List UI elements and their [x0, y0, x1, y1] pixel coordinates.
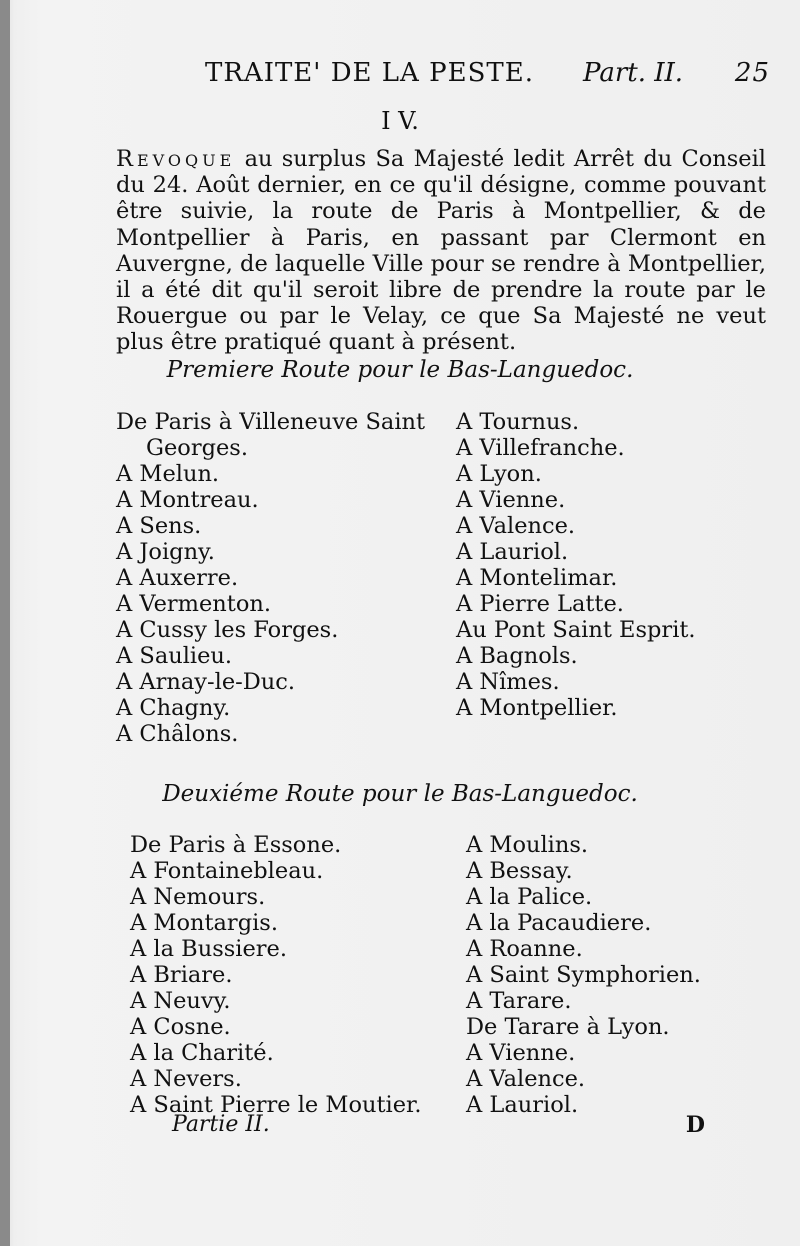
route1-right-column: [456, 409, 776, 721]
route2-right-column: [466, 832, 766, 1118]
route-stop: A Montpellier.: [456, 695, 618, 721]
route-stop: A Saint Pierre le Moutier.: [130, 1092, 422, 1118]
running-title: TRAITE' DE LA PESTE.: [205, 58, 534, 88]
route-stop: A Lauriol.: [466, 1092, 579, 1118]
route-stop: A Villefranche.: [456, 435, 625, 461]
route2-left-column: [130, 832, 465, 1118]
route-stop: A Auxerre.: [116, 565, 239, 591]
route-stop: A Saint Symphorien.: [466, 962, 701, 988]
route-stop: A Valence.: [456, 513, 576, 539]
paragraph-lead-word: Revoque: [116, 146, 236, 172]
route-stop: A la Charité.: [130, 1040, 274, 1066]
route-stop: A Cosne.: [130, 1014, 231, 1040]
route-stop: A Arnay-le-Duc.: [116, 669, 296, 695]
route-stop: A Montargis.: [130, 910, 278, 936]
route2-title: Deuxiéme Route pour le Bas-Languedoc.: [162, 781, 638, 807]
route1-title: Premiere Route pour le Bas-Languedoc.: [166, 357, 634, 383]
page-number: 25: [734, 58, 770, 88]
route-stop: De Paris à Essone.: [130, 832, 342, 858]
route-stop: A Bessay.: [466, 858, 573, 884]
route-stop: De Tarare à Lyon.: [466, 1014, 670, 1040]
route-stop: A Melun.: [116, 461, 220, 487]
route-stop: A Lyon.: [456, 461, 542, 487]
signature-label: Partie II.: [172, 1112, 270, 1137]
route-stop: A la Pacaudiere.: [466, 910, 652, 936]
route1-left-column: [116, 409, 456, 747]
route-stop: A Sens.: [116, 513, 202, 539]
route-stop: A Lauriol.: [456, 539, 569, 565]
route-stop: Au Pont Saint Esprit.: [456, 617, 696, 643]
route-stop: A Bagnols.: [456, 643, 578, 669]
part-label: Part. II.: [583, 58, 684, 88]
route-stop: A Nevers.: [130, 1066, 242, 1092]
route-stop: A Pierre Latte.: [456, 591, 624, 617]
route-stop: A Saulieu.: [116, 643, 233, 669]
route-stop: A Cussy les Forges.: [116, 617, 339, 643]
route-stop: A Vermenton.: [116, 591, 272, 617]
route-stop: A Moulins.: [466, 832, 589, 858]
section-number: I V.: [381, 107, 419, 135]
route-stop: A Tarare.: [466, 988, 572, 1014]
route-stop: A Joigny.: [116, 539, 215, 565]
body-paragraph: [116, 146, 766, 356]
route-stop: A Montreau.: [116, 487, 259, 513]
route-stop: A Tournus.: [456, 409, 580, 435]
running-header: [205, 58, 770, 98]
route-stop: A Valence.: [466, 1066, 586, 1092]
route-stop: A Vienne.: [456, 487, 566, 513]
route-stop: A la Palice.: [466, 884, 593, 910]
paragraph-text: au surplus Sa Majesté ledit Arrêt du Conseil du 24. Août dernier, en ce qu'il désigne, comme pouvant être suivie, la route de Paris à Montpellier, & de Montpellier à Paris, en passant par Clermont en Auvergne, de laquelle Ville pour se rendre à Montpellier, il a été dit qu'il seroit libre de prendre la route par le Rouergue ou par le Velay, ce que Sa Majesté ne veut plus être pratiqué quant à présent.: [116, 146, 766, 356]
route-stop: A Chagny.: [116, 695, 231, 721]
route-stop: De Paris à Villeneuve Saint: [116, 409, 426, 435]
route-stop: A Neuvy.: [130, 988, 231, 1014]
route-stop: A Vienne.: [466, 1040, 576, 1066]
route-stop: A Roanne.: [466, 936, 583, 962]
route-stop: A la Bussiere.: [130, 936, 288, 962]
route-stop: Georges.: [146, 435, 249, 461]
page-footer: [172, 1112, 705, 1142]
signature-mark: D: [685, 1112, 705, 1138]
route-stop: A Montelimar.: [456, 565, 618, 591]
route-stop: A Briare.: [130, 962, 233, 988]
route-stop: A Châlons.: [116, 721, 239, 747]
book-spine: [0, 0, 10, 1246]
route-stop: A Nîmes.: [456, 669, 560, 695]
route-stop: A Fontainebleau.: [130, 858, 324, 884]
route-stop: A Nemours.: [130, 884, 266, 910]
